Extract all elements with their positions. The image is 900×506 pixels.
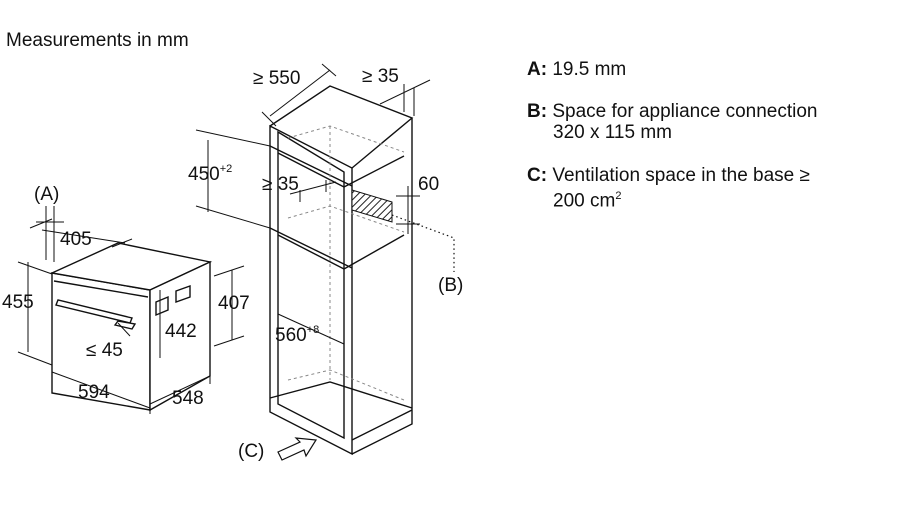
cabinet-vent-height: 60 [418,174,440,195]
legend-text-a: 19.5 mm [552,59,627,80]
measurements-title: Measurements in mm [6,30,189,51]
legend-item-c [527,165,810,211]
oven-handle-gap: ≤ 45 [86,340,123,361]
cabinet-label-c: (C) [238,441,265,462]
ventilation-arrow [278,438,316,460]
legend-key-c: C: [527,165,548,186]
oven-height-front: 442 [165,321,197,342]
cabinet-niche-height-tol: +2 [219,163,233,175]
cabinet-gap-top: ≥ 35 [362,66,399,87]
cabinet-drawing [270,86,412,454]
legend-text-c: Ventilation space in the base ≥ [552,165,810,186]
cabinet-gap-inner: ≥ 35 [262,174,299,195]
cabinet-label-b: (B) [438,275,464,296]
legend-text-c2-wrap [527,186,810,211]
legend-text-b2: 320 x 115 mm [553,122,672,143]
cabinet-niche-width-tol: +8 [306,324,320,336]
cabinet-niche-width: 560 [275,325,307,346]
oven-label-a: (A) [34,184,60,205]
oven-depth-side: 548 [172,388,204,409]
cabinet-niche-height: 450 [188,164,220,185]
oven-width-top: 405 [60,229,92,250]
legend-item-a [527,59,626,80]
legend-text-c2: 200 cm [553,190,616,212]
legend-key-b: B: [527,101,548,122]
legend-text-c2-sup: 2 [615,190,622,202]
appliance-connection-area [352,190,392,222]
legend-text-b: Space for appliance connection [552,101,818,122]
cabinet-depth-top: ≥ 550 [253,68,301,89]
legend-item-b [527,101,817,143]
legend-key-a: A: [527,59,548,80]
oven-height-left: 455 [2,292,34,313]
oven-height-right: 407 [218,293,250,314]
oven-depth-front: 594 [78,382,110,403]
cabinet-niche-height-group [188,163,232,185]
